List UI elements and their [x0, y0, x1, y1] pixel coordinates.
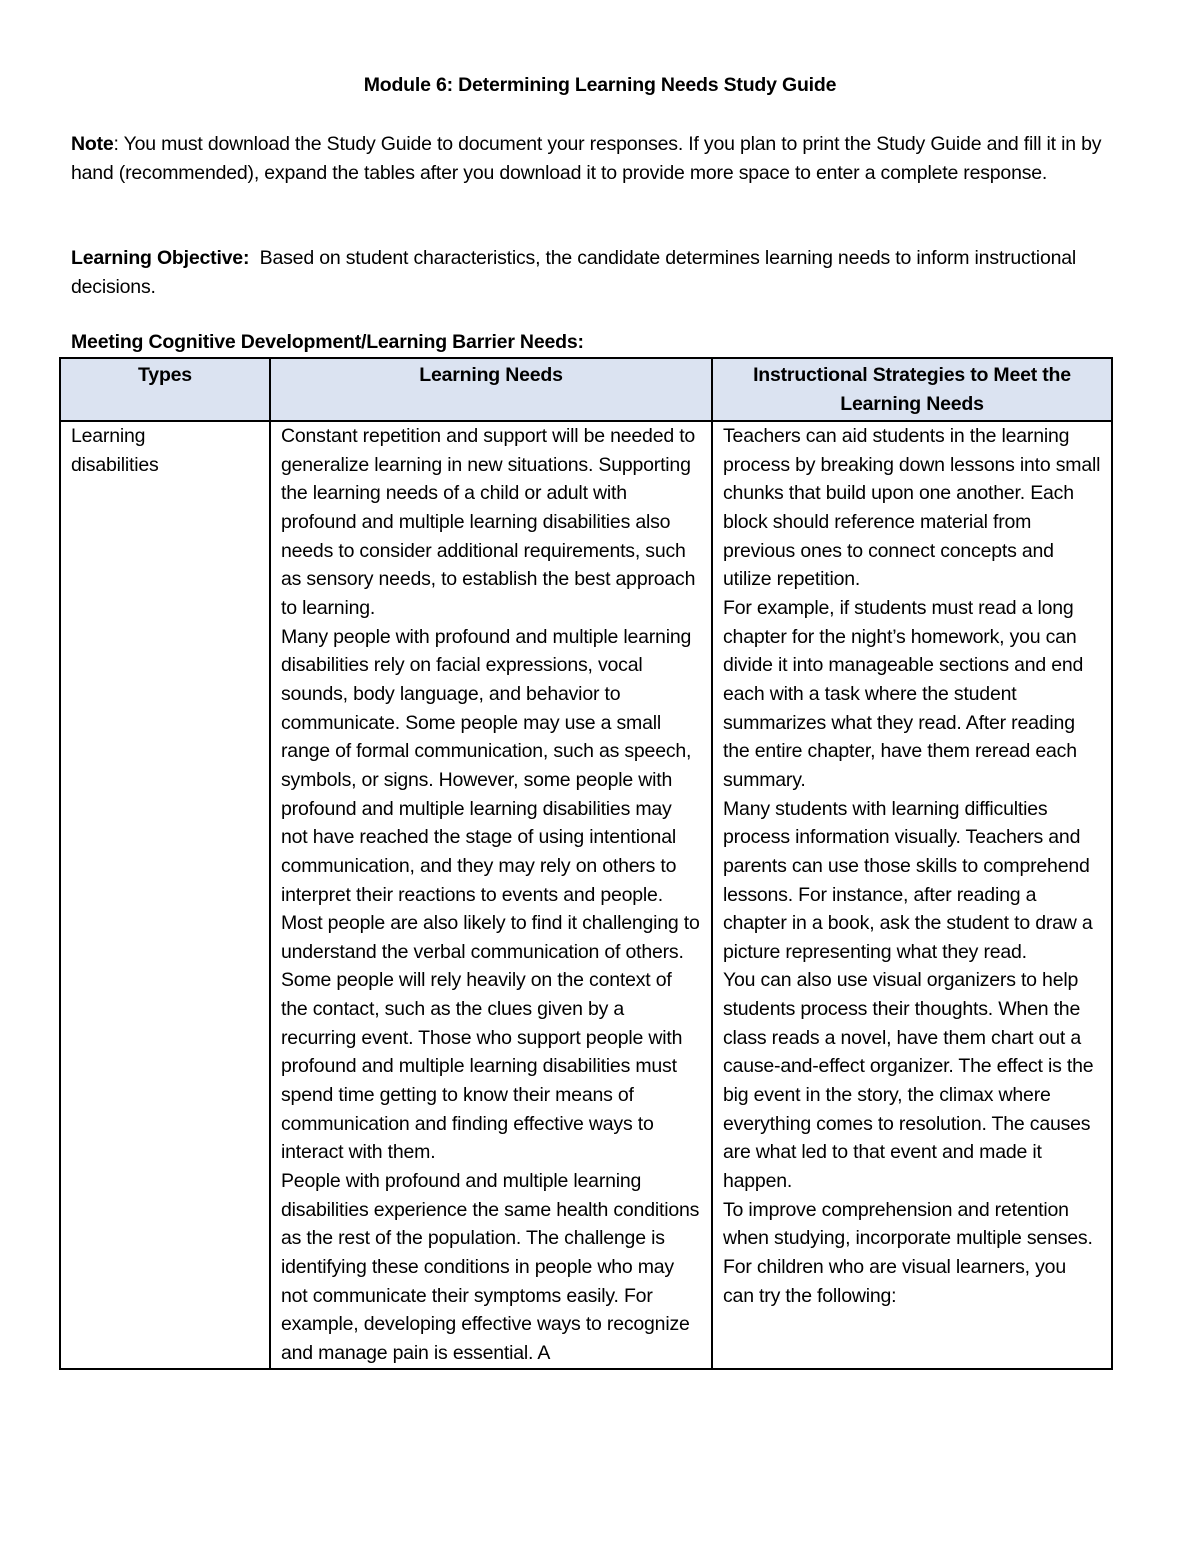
strategy-paragraph: You can also use visual organizers to help students process their thoughts. When the class reads a novel, have them chart out a cause-and-effect organizer. The effect is the big event in the story, the climax where everything comes to resolution. The causes are what led to that event and made it happen.: [723, 969, 1094, 1193]
strategy-paragraph: Many students with learning difficulties process information visually. Teachers and parents can use those skills to comprehend lessons. For instance, after reading a chapter in a book, ask the student to draw a picture representing what they read.: [723, 797, 1093, 963]
page-title: Module 6: Determining Learning Needs Study Guide: [363, 74, 837, 96]
note-label: Note: [71, 133, 114, 155]
header-learning-needs: Learning Needs: [270, 358, 712, 421]
learning-objective-paragraph: [71, 244, 1141, 302]
type-text: Learning disabilities: [71, 425, 159, 476]
strategy-paragraph: Teachers can aid students in the learning process by breaking down lessons into small chunks that build upon one another. Each block should reference material from previous ones to connect concepts and utilize repetition.: [723, 425, 1101, 591]
needs-paragraph: People with profound and multiple learning disabilities experience the same health conditions as the rest of the population. The challenge is identifying these conditions in people who may not communicate their symptoms easily. For example, developing effective ways to recognize and manage pain is essential. A: [281, 1170, 700, 1364]
strategy-paragraph: To improve comprehension and retention when studying, incorporate multiple senses.: [723, 1198, 1093, 1250]
header-types: Types: [60, 358, 270, 421]
table-header-row: [60, 358, 1112, 421]
needs-paragraph: Many people with profound and multiple learning disabilities rely on facial expressions, vocal sounds, body language, and behavior to communicate. Some people may use a small range of formal communication, such as speech, symbols, or signs. However, some people with profound and multiple learning disabilities may not have reached the stage of using intentional communication, and they may rely on others to interpret their reactions to events and people. Most people are also likely to find it challenging to understand the verbal communication of others. Some people will rely heavily on the context of the contact, such as the clues given by a recurring event. Those who support people with profound and multiple learning disabilities must spend time getting to know their means of communication and finding effective ways to interact with them.: [281, 625, 700, 1164]
strategy-paragraph: For example, if students must read a long chapter for the night’s homework, you can divide it into manageable sections and end each with a task where the student summarizes what they read. After reading the entire chapter, have them reread each summary.: [723, 596, 1084, 791]
strategy-paragraph: For children who are visual learners, you can try the following:: [723, 1256, 1066, 1307]
learning-needs-table: [59, 357, 1113, 1370]
cell-strategies: [712, 421, 1112, 1369]
note-paragraph: [71, 130, 1141, 188]
header-instructional-strategies: Instructional Strategies to Meet the Learning Needs: [712, 358, 1112, 421]
cell-learning-needs: [270, 421, 712, 1369]
cell-type: [60, 421, 270, 1369]
needs-paragraph: Constant repetition and support will be needed to generalize learning in new situations. Supporting the learning needs of a child or adult with profound and multiple learning disabilities also needs to consider additional requirements, such as sensory needs, to establish the best approach to learning.: [281, 425, 696, 619]
note-text: : You must download the Study Guide to document your responses. If you plan to print the Study Guide and fill it in by hand (recommended), expand the tables after you download it to provide more space to enter a complete response.: [71, 133, 1102, 184]
objective-label: Learning Objective:: [71, 247, 250, 269]
table-row: [60, 421, 1112, 1369]
section-heading: Meeting Cognitive Development/Learning Barrier Needs:: [71, 331, 584, 353]
objective-text: Based on student characteristics, the candidate determines learning needs to inform instructional decisions.: [71, 247, 1082, 298]
